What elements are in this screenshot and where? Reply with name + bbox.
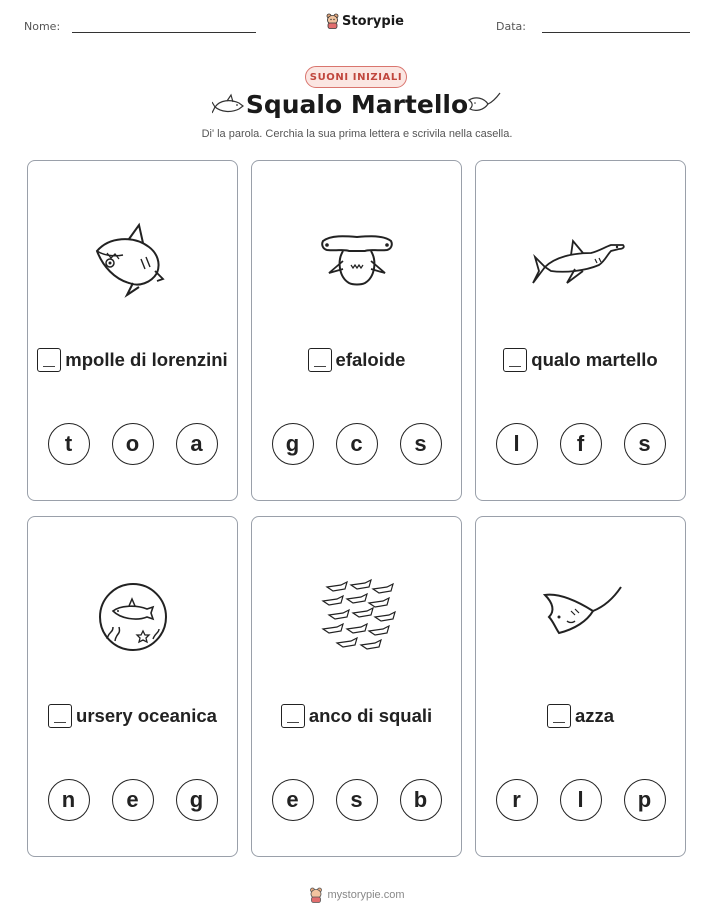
letter-option[interactable]: b xyxy=(400,779,442,821)
word-row xyxy=(476,348,685,372)
letter-options xyxy=(476,779,685,821)
word-label: ursery oceanica xyxy=(76,705,217,726)
page-title: Squalo Martello xyxy=(245,90,469,119)
letter-options xyxy=(252,423,461,465)
letter-option[interactable]: f xyxy=(560,423,602,465)
name-label: Nome: xyxy=(24,20,61,33)
shark-bubble-icon xyxy=(83,577,183,657)
word-label: azza xyxy=(574,705,615,726)
word-card xyxy=(27,516,238,857)
ray-deco-icon xyxy=(466,90,502,120)
word-card xyxy=(475,160,686,501)
letter-option[interactable]: r xyxy=(496,779,538,821)
letter-option[interactable]: g xyxy=(272,423,314,465)
date-label: Data: xyxy=(496,20,526,33)
ray-icon xyxy=(531,577,631,657)
word-card xyxy=(475,516,686,857)
letter-option[interactable]: l xyxy=(496,423,538,465)
letter-options xyxy=(28,779,237,821)
word-label: qualo martello xyxy=(531,349,658,370)
letter-options xyxy=(476,423,685,465)
word-card xyxy=(251,516,462,857)
bear-icon xyxy=(326,13,339,29)
shark-school-icon xyxy=(307,577,407,657)
answer-box[interactable] xyxy=(48,704,72,728)
footer xyxy=(0,887,714,903)
answer-box[interactable] xyxy=(37,348,61,372)
word-label: mpolle di lorenzini xyxy=(65,349,228,370)
answer-box[interactable] xyxy=(503,348,527,372)
letter-option[interactable]: a xyxy=(176,423,218,465)
letter-options xyxy=(252,779,461,821)
letter-option[interactable]: p xyxy=(624,779,666,821)
word-row xyxy=(252,704,461,728)
letter-option[interactable]: n xyxy=(48,779,90,821)
word-label: anco di squali xyxy=(308,705,433,726)
date-line[interactable] xyxy=(542,32,690,33)
footer-site[interactable]: mystorypie.com xyxy=(327,889,405,901)
letter-option[interactable]: c xyxy=(336,423,378,465)
letter-options xyxy=(28,423,237,465)
word-card xyxy=(251,160,462,501)
answer-box[interactable] xyxy=(281,704,305,728)
answer-box[interactable] xyxy=(547,704,571,728)
letter-option[interactable]: s xyxy=(336,779,378,821)
letter-option[interactable]: s xyxy=(624,423,666,465)
word-label: efaloide xyxy=(335,349,406,370)
brand-logo xyxy=(326,13,404,29)
topic-badge: SUONI INIZIALI xyxy=(305,66,407,88)
letter-option[interactable]: e xyxy=(272,779,314,821)
letter-option[interactable]: s xyxy=(400,423,442,465)
bear-icon xyxy=(309,887,323,903)
name-line[interactable] xyxy=(72,32,256,33)
word-card xyxy=(27,160,238,501)
letter-option[interactable]: l xyxy=(560,779,602,821)
instructions: Di' la parola. Cerchia la sua prima lettera e scrivila nella casella. xyxy=(201,128,513,140)
letter-option[interactable]: g xyxy=(176,779,218,821)
hammerhead-front-icon xyxy=(307,221,407,301)
word-row xyxy=(28,348,237,372)
shark-icon xyxy=(83,221,183,301)
letter-option[interactable]: t xyxy=(48,423,90,465)
letter-option[interactable]: e xyxy=(112,779,154,821)
word-row xyxy=(28,704,237,728)
word-row xyxy=(252,348,461,372)
word-row xyxy=(476,704,685,728)
letter-option[interactable]: o xyxy=(112,423,154,465)
brand-name: Storypie xyxy=(342,13,404,29)
answer-box[interactable] xyxy=(308,348,332,372)
hammerhead-side-icon xyxy=(531,221,631,301)
